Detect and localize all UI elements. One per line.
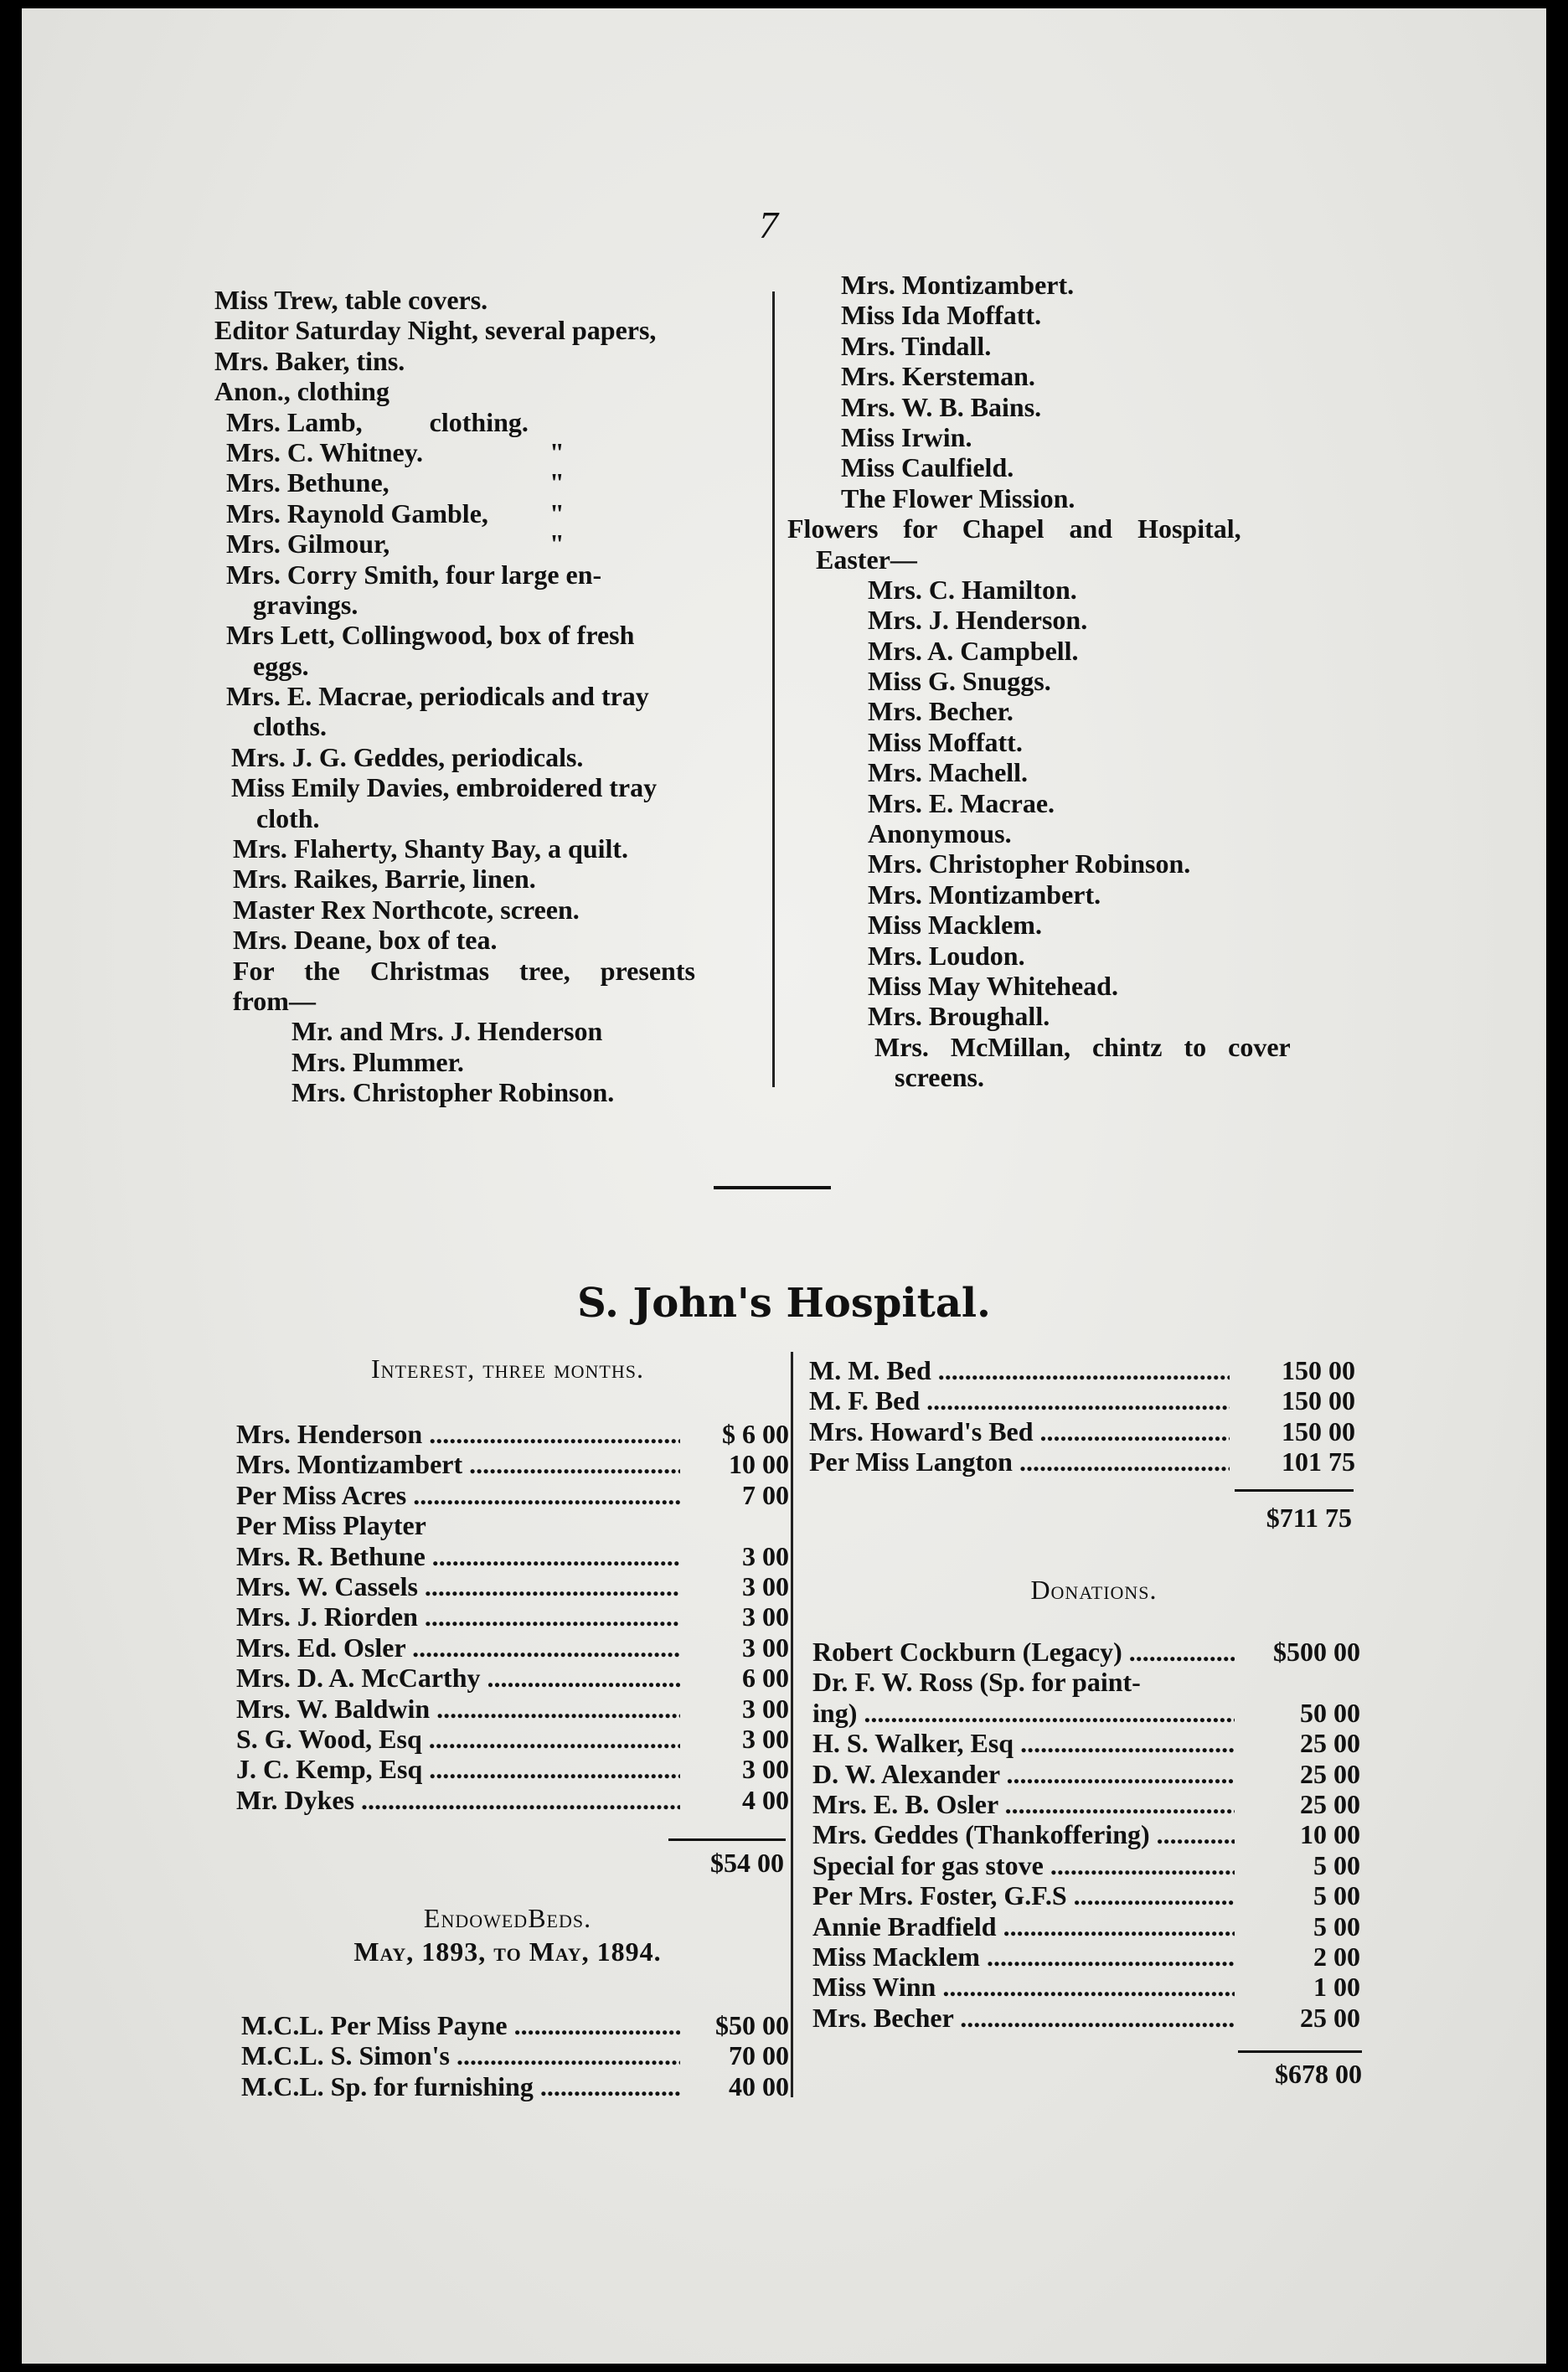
beds-table xyxy=(809,1355,1355,1477)
gift-line: The Flower Mission. xyxy=(841,482,1075,513)
donation-row xyxy=(812,2003,1360,2033)
donation-row xyxy=(812,1759,1360,1789)
gift-line: Master Rex Northcote, screen. xyxy=(233,894,580,925)
donation-row-name: Mrs. Becher ..... xyxy=(812,2003,1235,2033)
gift-line: Mrs. Machell. xyxy=(868,757,1029,788)
donation-row xyxy=(812,1850,1360,1880)
bed-row xyxy=(809,1385,1355,1415)
donation-row-amount: 25 00 xyxy=(1300,1758,1360,1789)
donation-row xyxy=(812,1819,1360,1849)
gift-line: Mrs. E. Macrae. xyxy=(868,787,1055,818)
interest-row-name: Mrs. J. Riorden ..... xyxy=(236,1601,680,1632)
donation-row xyxy=(812,1728,1360,1758)
gift-line: Mrs. Baker, tins. xyxy=(214,345,405,376)
interest-row xyxy=(236,1632,789,1663)
bed-row-amount: 150 00 xyxy=(1282,1415,1355,1446)
gift-line: Mrs. Christopher Robinson. xyxy=(291,1077,615,1108)
gift-line: Miss Caulfield. xyxy=(841,452,1014,483)
gifts-right-column xyxy=(787,270,1374,1093)
gift-line: Mrs. Raikes, Barrie, linen. xyxy=(233,864,536,895)
donation-row-name: Miss Macklem ..... xyxy=(812,1941,1235,1972)
bed-row-amount: 150 00 xyxy=(1282,1355,1355,1385)
gift-line: Miss Ida Moffatt. xyxy=(841,300,1042,331)
interest-row-amount: 3 00 xyxy=(742,1693,789,1724)
gift-line: Miss Macklem. xyxy=(868,910,1042,941)
endowed-row-amount: 70 00 xyxy=(729,2040,789,2071)
gift-line-ditto xyxy=(214,529,784,559)
interest-row-amount: 3 00 xyxy=(742,1540,789,1571)
donation-row-amount: 5 00 xyxy=(1313,1880,1360,1911)
interest-row-amount: 4 00 xyxy=(742,1784,789,1815)
interest-total: $54 00 xyxy=(710,1848,784,1878)
gift-line: eggs. xyxy=(253,650,309,681)
interest-row-name: Mrs. Montizambert ..... xyxy=(236,1449,680,1479)
interest-row xyxy=(236,1419,789,1449)
donation-row xyxy=(812,1972,1360,2002)
donation-row-amount: 50 00 xyxy=(1300,1697,1360,1728)
interest-row-name: Mrs. Henderson ..... xyxy=(236,1419,680,1449)
hospital-heading: S. John's Hospital. xyxy=(577,1280,991,1327)
interest-row xyxy=(236,1571,789,1601)
donation-row-name: Per Mrs. Foster, G.F.S ..... xyxy=(812,1880,1235,1910)
gift-line: Mr. and Mrs. J. Henderson xyxy=(291,1016,603,1047)
donation-row-amount: $500 00 xyxy=(1273,1637,1360,1667)
gift-line: Mrs. Corry Smith, four large en- xyxy=(226,559,602,590)
gift-line: Miss Emily Davies, embroidered tray xyxy=(231,772,658,803)
gift-line: Mrs. Lamb, clothing. xyxy=(226,406,529,437)
donation-row-amount: 1 00 xyxy=(1313,1972,1360,2003)
column-divider xyxy=(772,291,775,1087)
interest-row-name: S. G. Wood, Esq ..... xyxy=(236,1724,680,1754)
endowed-heading: EndowedBeds. xyxy=(423,1903,592,1933)
bed-row-amount: 101 75 xyxy=(1282,1446,1355,1477)
gift-line: Mrs. Gilmour, xyxy=(226,529,390,559)
gift-line: Mrs. Christopher Robinson. xyxy=(868,848,1191,879)
gift-line: Mrs. Loudon. xyxy=(868,940,1025,971)
donation-row-amount: 25 00 xyxy=(1300,1788,1360,1819)
interest-row-amount: 10 00 xyxy=(729,1449,789,1480)
interest-row-amount: 3 00 xyxy=(742,1754,789,1785)
endowed-row-amount: 40 00 xyxy=(729,2070,789,2101)
interest-row-amount: 3 00 xyxy=(742,1601,789,1632)
gift-line: Mrs. Becher. xyxy=(868,696,1014,727)
gift-line: cloth. xyxy=(256,802,320,833)
gift-line: screens. xyxy=(895,1062,984,1093)
donation-row-name: Annie Bradfield ..... xyxy=(812,1911,1235,1941)
interest-row-amount: 6 00 xyxy=(742,1663,789,1694)
donation-row-name: Dr. F. W. Ross (Sp. for paint- xyxy=(812,1667,1141,1698)
interest-row-amount: 3 00 xyxy=(742,1570,789,1601)
gift-line: Mrs. A. Campbell. xyxy=(868,635,1079,666)
donation-row-amount: 5 00 xyxy=(1313,1849,1360,1880)
gift-line: Mrs. Raynold Gamble, xyxy=(226,498,488,529)
endowed-row-name: M.C.L. Per Miss Payne ..... xyxy=(241,2010,680,2040)
interest-row-name: Mrs. Ed. Osler ..... xyxy=(236,1632,680,1663)
endowed-heading-block xyxy=(248,1903,767,1970)
interest-row-name: Mrs. W. Baldwin ..... xyxy=(236,1694,680,1724)
donation-row-name: H. S. Walker, Esq ..... xyxy=(812,1728,1235,1758)
document-page xyxy=(22,8,1546,2364)
section-separator xyxy=(714,1186,831,1189)
donation-row xyxy=(812,1667,1360,1697)
interest-row-name: Mr. Dykes ..... xyxy=(236,1785,680,1815)
gift-line: Editor Saturday Night, several papers, xyxy=(214,315,657,346)
interest-row xyxy=(236,1694,789,1724)
interest-row-name: Mrs. R. Bethune ..... xyxy=(236,1541,680,1571)
gift-line: Mrs. McMillan, chintz to cover xyxy=(874,1031,1291,1062)
donations-total-rule xyxy=(1238,2050,1362,2053)
interest-row-name: Per Miss Acres ..... xyxy=(236,1480,680,1510)
interest-row xyxy=(236,1510,789,1540)
interest-row-name: Mrs. D. A. McCarthy ..... xyxy=(236,1663,680,1693)
donation-row xyxy=(812,1698,1360,1728)
gift-line: Mrs. E. Macrae, periodicals and tray xyxy=(226,681,649,712)
interest-row xyxy=(236,1480,789,1510)
gift-line: Mrs. C. Whitney. xyxy=(226,436,423,467)
gift-line-ditto xyxy=(214,437,784,467)
donation-row xyxy=(812,1637,1360,1667)
gift-line: Mrs. Plummer. xyxy=(291,1046,464,1077)
gift-line: Mrs. Kersteman. xyxy=(841,361,1035,392)
endowed-row-amount: $50 00 xyxy=(715,2010,789,2040)
bed-row-name: Per Miss Langton ..... xyxy=(809,1446,1230,1477)
gift-line: Miss Irwin. xyxy=(841,421,972,452)
donation-row-amount: 25 00 xyxy=(1300,2002,1360,2033)
gift-line: Mrs. J. G. Geddes, periodicals. xyxy=(231,741,584,772)
gift-line: gravings. xyxy=(253,589,358,620)
donation-row xyxy=(812,1941,1360,1972)
bed-row xyxy=(809,1446,1355,1477)
endowed-row xyxy=(241,2071,789,2101)
interest-section xyxy=(248,1354,767,1415)
beds-total-rule xyxy=(1235,1489,1354,1492)
donation-row xyxy=(812,1880,1360,1910)
bed-row-name: M. M. Bed ..... xyxy=(809,1355,1230,1385)
endowed-row-name: M.C.L. Sp. for furnishing ..... xyxy=(241,2071,680,2101)
gift-line: Mrs. Flaherty, Shanty Bay, a quilt. xyxy=(233,833,629,864)
interest-row xyxy=(236,1785,789,1815)
interest-total-rule xyxy=(668,1838,786,1841)
interest-row xyxy=(236,1724,789,1754)
endowed-row xyxy=(241,2040,789,2070)
donation-row-name: Special for gas stove ..... xyxy=(812,1850,1235,1880)
gift-line: Mrs. J. Henderson. xyxy=(868,605,1088,636)
gift-line: Easter— xyxy=(816,544,917,575)
ditto-mark: " xyxy=(549,467,565,498)
donation-row-amount: 2 00 xyxy=(1313,1941,1360,1972)
bed-row xyxy=(809,1416,1355,1446)
interest-row xyxy=(236,1601,789,1632)
gift-line: Mrs. Montizambert. xyxy=(868,879,1101,910)
ditto-mark: " xyxy=(549,498,565,529)
gift-line: Miss May Whitehead. xyxy=(868,970,1118,1001)
donations-total: $678 00 xyxy=(1275,2059,1362,2089)
gift-line: cloths. xyxy=(253,711,327,742)
interest-table xyxy=(236,1419,789,1815)
interest-row xyxy=(236,1541,789,1571)
gift-line: Miss Trew, table covers. xyxy=(214,285,488,315)
donation-row-amount: 5 00 xyxy=(1313,1910,1360,1941)
interest-row xyxy=(236,1754,789,1784)
gift-line: For the Christmas tree, presents xyxy=(233,955,695,986)
gift-line: Mrs. Bethune, xyxy=(226,467,389,498)
interest-row xyxy=(236,1449,789,1479)
endowed-table xyxy=(241,2010,789,2101)
interest-row-name: Mrs. W. Cassels ..... xyxy=(236,1571,680,1601)
gifts-left-column xyxy=(214,285,784,1108)
interest-row xyxy=(236,1663,789,1693)
interest-row-amount: 7 00 xyxy=(742,1479,789,1510)
endowed-row xyxy=(241,2010,789,2040)
donation-row-name: Robert Cockburn (Legacy) ..... xyxy=(812,1637,1235,1667)
gift-line: Mrs. Tindall. xyxy=(841,330,992,361)
gift-line: Anon., clothing xyxy=(214,376,389,407)
gift-line: Mrs Lett, Collingwood, box of fresh xyxy=(226,620,635,651)
interest-heading: Interest, three months. xyxy=(371,1354,644,1384)
interest-row-name: Per Miss Playter xyxy=(236,1510,426,1541)
ditto-mark: " xyxy=(549,436,565,467)
interest-row-name: J. C. Kemp, Esq ..... xyxy=(236,1754,680,1784)
donation-row-name: Mrs. E. B. Osler ..... xyxy=(812,1789,1235,1819)
gift-line: Mrs. Montizambert. xyxy=(841,270,1075,300)
donation-row-name: D. W. Alexander ..... xyxy=(812,1759,1235,1789)
interest-row-amount: 3 00 xyxy=(742,1632,789,1663)
gift-line: Miss Moffatt. xyxy=(868,726,1023,757)
donations-heading: Donations. xyxy=(1030,1575,1158,1605)
ditto-mark: " xyxy=(549,529,565,559)
donation-row-amount: 25 00 xyxy=(1300,1728,1360,1759)
donation-row xyxy=(812,1789,1360,1819)
gift-line: Mrs. C. Hamilton. xyxy=(868,574,1077,605)
donations-table xyxy=(812,1637,1360,2033)
beds-total: $711 75 xyxy=(1266,1503,1352,1533)
gift-line: Mrs. W. B. Bains. xyxy=(841,391,1042,422)
donation-row-name: Miss Winn ..... xyxy=(812,1972,1235,2002)
gift-line: Flowers for Chapel and Hospital, xyxy=(787,513,1241,544)
gift-line-ditto xyxy=(214,467,784,498)
gift-line: Anonymous. xyxy=(868,818,1012,849)
donation-row xyxy=(812,1911,1360,1941)
bed-row xyxy=(809,1355,1355,1385)
bottom-column-divider xyxy=(791,1352,793,2097)
donation-row-name: Mrs. Geddes (Thankoffering) ..... xyxy=(812,1819,1235,1849)
interest-row-amount: $ 6 00 xyxy=(722,1419,789,1449)
endowed-row-name: M.C.L. S. Simon's ..... xyxy=(241,2040,680,2070)
donation-row-name: ing) ..... xyxy=(812,1698,1235,1728)
interest-row-amount: 3 00 xyxy=(742,1723,789,1754)
gift-line: Miss G. Snuggs. xyxy=(868,666,1051,697)
gift-line: Mrs. Broughall. xyxy=(868,1001,1050,1032)
bed-row-name: M. F. Bed ..... xyxy=(809,1385,1230,1415)
bed-row-name: Mrs. Howard's Bed ..... xyxy=(809,1416,1230,1446)
bed-row-amount: 150 00 xyxy=(1282,1385,1355,1416)
donation-row-amount: 10 00 xyxy=(1300,1819,1360,1850)
gift-line-ditto xyxy=(214,498,784,529)
endowed-dates: May, 1893, to May, 1894. xyxy=(353,1936,662,1967)
page-number: 7 xyxy=(759,204,778,246)
gift-line: Mrs. Deane, box of tea. xyxy=(233,925,498,956)
gift-line: from— xyxy=(233,985,316,1016)
